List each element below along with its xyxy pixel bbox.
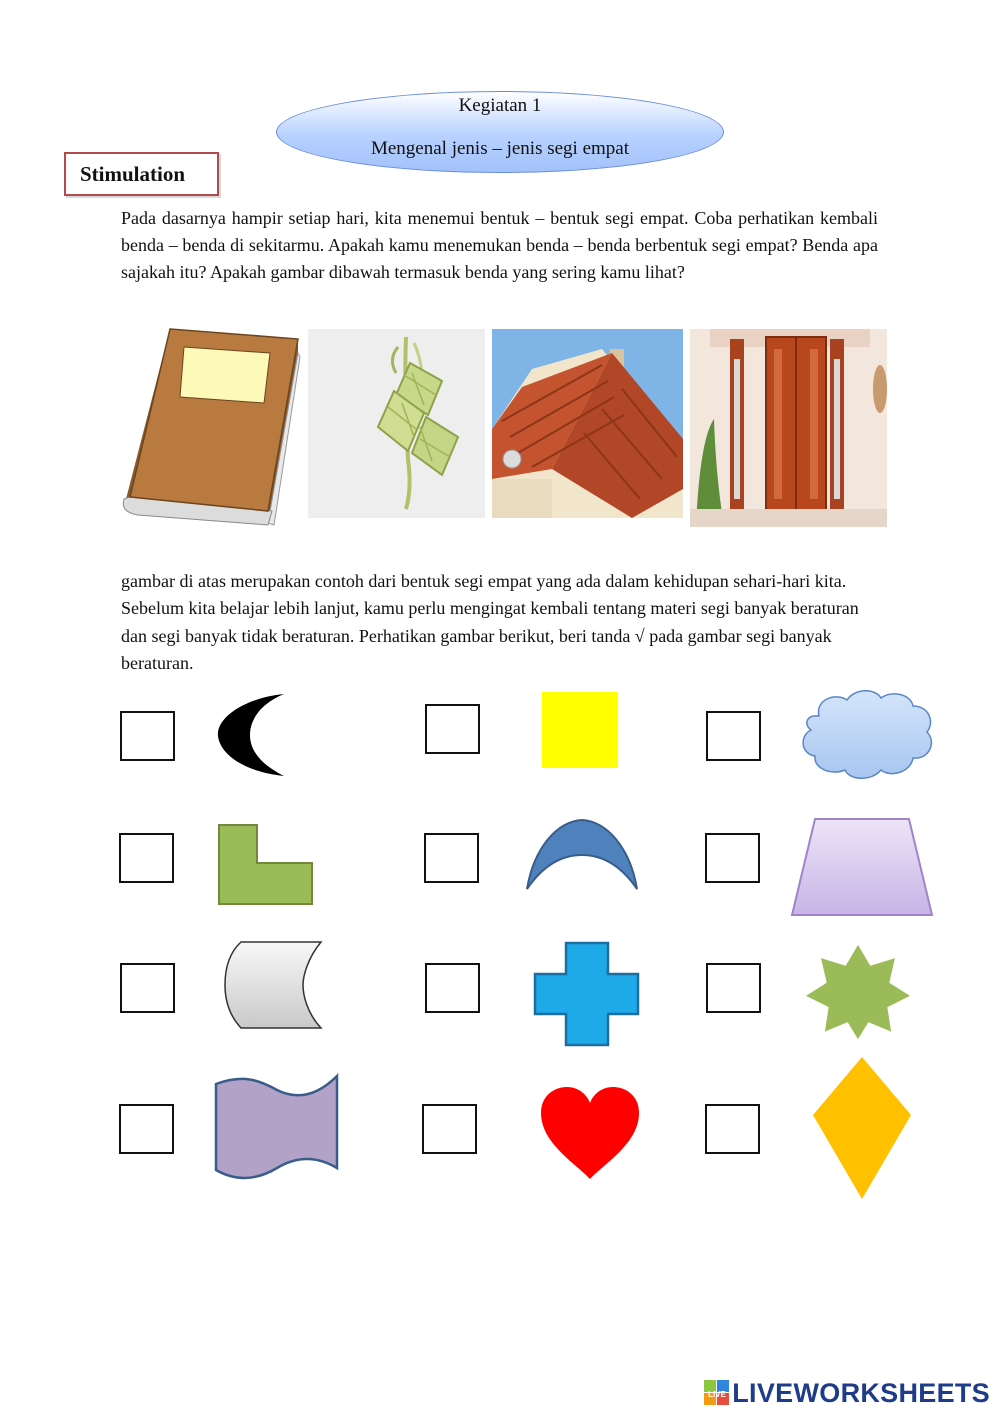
checkbox-curved-can[interactable] — [120, 963, 175, 1013]
diamond-shape — [811, 1055, 913, 1201]
ketupat-image — [308, 329, 485, 518]
checkbox-heart[interactable] — [422, 1104, 477, 1154]
crescent-shape — [214, 692, 286, 778]
activity-title: Kegiatan 1 — [458, 95, 542, 116]
cloud-shape — [801, 686, 935, 784]
arc-shape — [524, 817, 640, 891]
logo-badge-icon — [704, 1380, 730, 1406]
checkbox-diamond[interactable] — [705, 1104, 760, 1154]
curved-can-shape — [223, 939, 325, 1031]
trapezoid-shape — [789, 817, 935, 918]
book-image — [118, 327, 303, 527]
roof-image — [492, 329, 683, 518]
intro-paragraph: Pada dasarnya hampir setiap hari, kita menemui bentuk – bentuk segi empat. Coba perhatikan kembali benda – benda di sekitarmu. Apakah kamu menemukan benda – benda berbentuk segi empat? Benda apa sajakah itu? Apakah gambar dibawah termasuk benda yang sering kamu lihat? — [121, 208, 878, 282]
l-shape — [217, 823, 315, 907]
checkbox-trapezoid[interactable] — [705, 833, 760, 883]
square-shape — [541, 691, 619, 769]
activity-subtitle: Mengenal jenis – jenis segi empat — [370, 138, 630, 159]
logo-text: LIVEWORKSHEETS — [732, 1377, 990, 1408]
cross-shape — [533, 941, 641, 1047]
checkbox-wave[interactable] — [119, 1104, 174, 1154]
checkbox-cross[interactable] — [425, 963, 480, 1013]
checkbox-cloud[interactable] — [706, 711, 761, 761]
checkbox-l-shape[interactable] — [119, 833, 174, 883]
svg-text:LIVE: LIVE — [708, 1390, 727, 1399]
star-shape — [799, 938, 917, 1044]
wave-shape — [213, 1070, 341, 1182]
heart-shape — [539, 1085, 641, 1181]
door-image — [690, 329, 887, 527]
checkbox-star[interactable] — [706, 963, 761, 1013]
stimulation-label: Stimulation — [64, 152, 219, 196]
checkbox-square[interactable] — [425, 704, 480, 754]
checkbox-arc[interactable] — [424, 833, 479, 883]
instruction-paragraph: gambar di atas merupakan contoh dari bentuk segi empat yang ada dalam kehidupan sehari-hari kita. Sebelum kita belajar lebih lanjut, kamu perlu mengingat kembali tentang materi segi banyak beraturan dan segi banyak tidak beraturan. Perhatikan gambar berikut, beri tanda √ pada gambar segi banyak beraturan. — [121, 571, 859, 673]
checkbox-crescent[interactable] — [120, 711, 175, 761]
liveworksheets-logo — [704, 1378, 990, 1408]
